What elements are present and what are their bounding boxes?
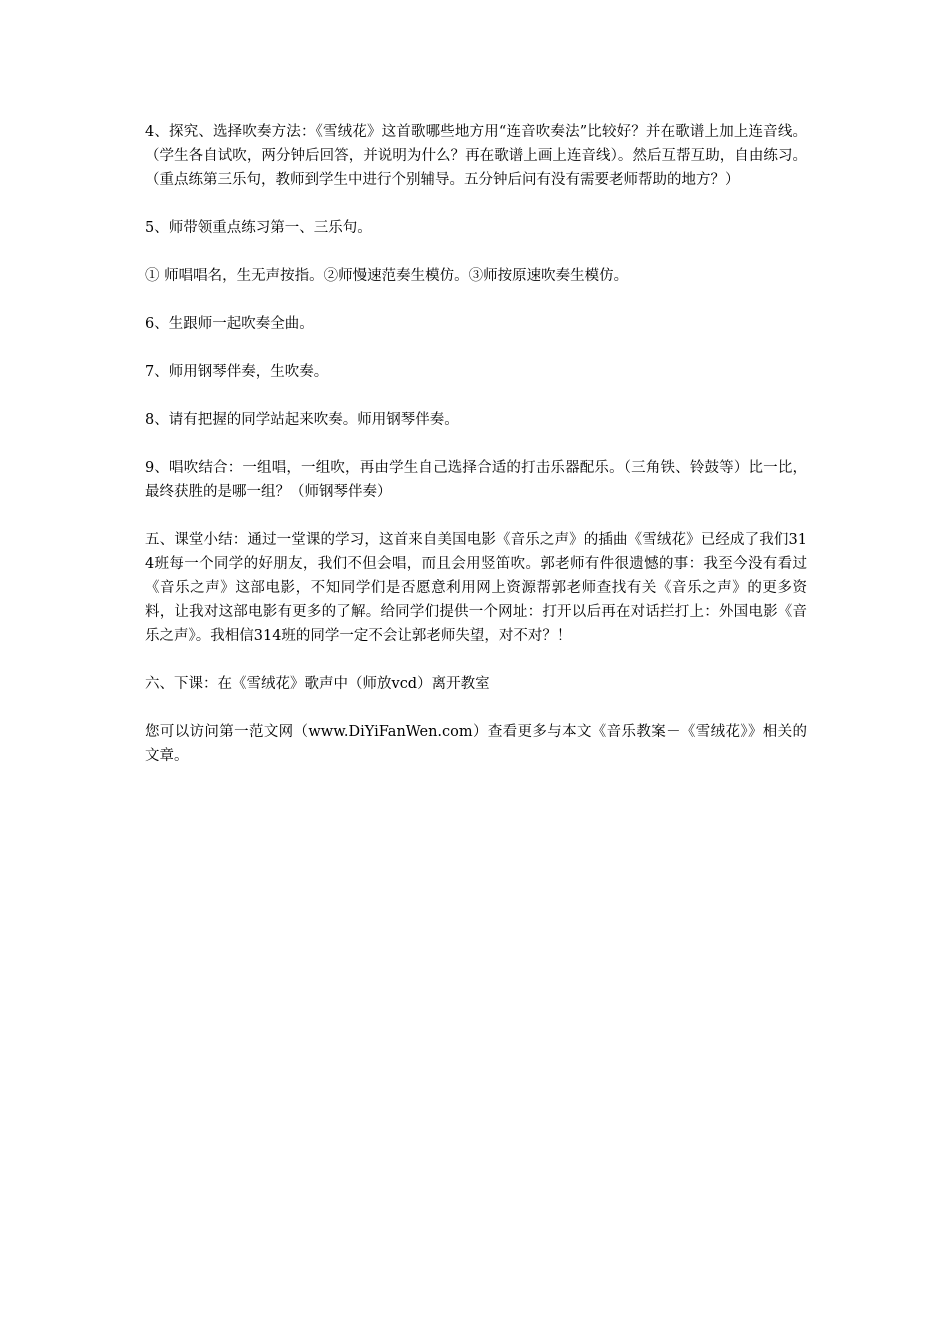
paragraph-footer-note: 您可以访问第一范文网（www.DiYiFanWen.com）查看更多与本文《音乐教案－《雪绒花》》相关的文章。 (145, 724, 807, 764)
paragraph-step-5: 5、师带领重点练习第一、三乐句。 (145, 220, 372, 236)
document-page (145, 120, 807, 792)
paragraph-step-9: 9、唱吹结合：一组唱，一组吹，再由学生自己选择合适的打击乐器配乐。（三角铁、铃鼓等）比一比，最终获胜的是哪一组？（师钢琴伴奏） (145, 460, 807, 500)
paragraph-dismissal: 六、下课：在《雪绒花》歌声中（师放vcd）离开教室 (145, 676, 490, 692)
paragraph-step-7: 7、师用钢琴伴奏，生吹奏。 (145, 364, 329, 380)
paragraph-step-5-substeps: ① 师唱唱名，生无声按指。②师慢速范奏生模仿。③师按原速吹奏生模仿。 (145, 268, 629, 284)
paragraph-step-6: 6、生跟师一起吹奏全曲。 (145, 316, 314, 332)
paragraph-step-4: 4、探究、选择吹奏方法：《雪绒花》这首歌哪些地方用“连音吹奏法”比较好？并在歌谱上加上连音线。（学生各自试吹，两分钟后回答，并说明为什么？再在歌谱上画上连音线）。然后互帮互助，自由练习。（重点练第三乐句，教师到学生中进行个别辅导。五分钟后问有没有需要老师帮助的地方？） (145, 124, 807, 188)
paragraph-summary: 五、课堂小结：通过一堂课的学习，这首来自美国电影《音乐之声》的插曲《雪绒花》已经成了我们314班每一个同学的好朋友，我们不但会唱，而且会用竖笛吹。郭老师有件很遗憾的事：我至今没有看过《音乐之声》这部电影，不知同学们是否愿意利用网上资源帮郭老师查找有关《音乐之声》的更多资料，让我对这部电影有更多的了解。给同学们提供一个网址：打开以后再在对话拦打上：外国电影《音乐之声》。我相信314班的同学一定不会让郭老师失望，对不对？！ (145, 532, 807, 644)
paragraph-step-8: 8、请有把握的同学站起来吹奏。师用钢琴伴奏。 (145, 412, 459, 428)
